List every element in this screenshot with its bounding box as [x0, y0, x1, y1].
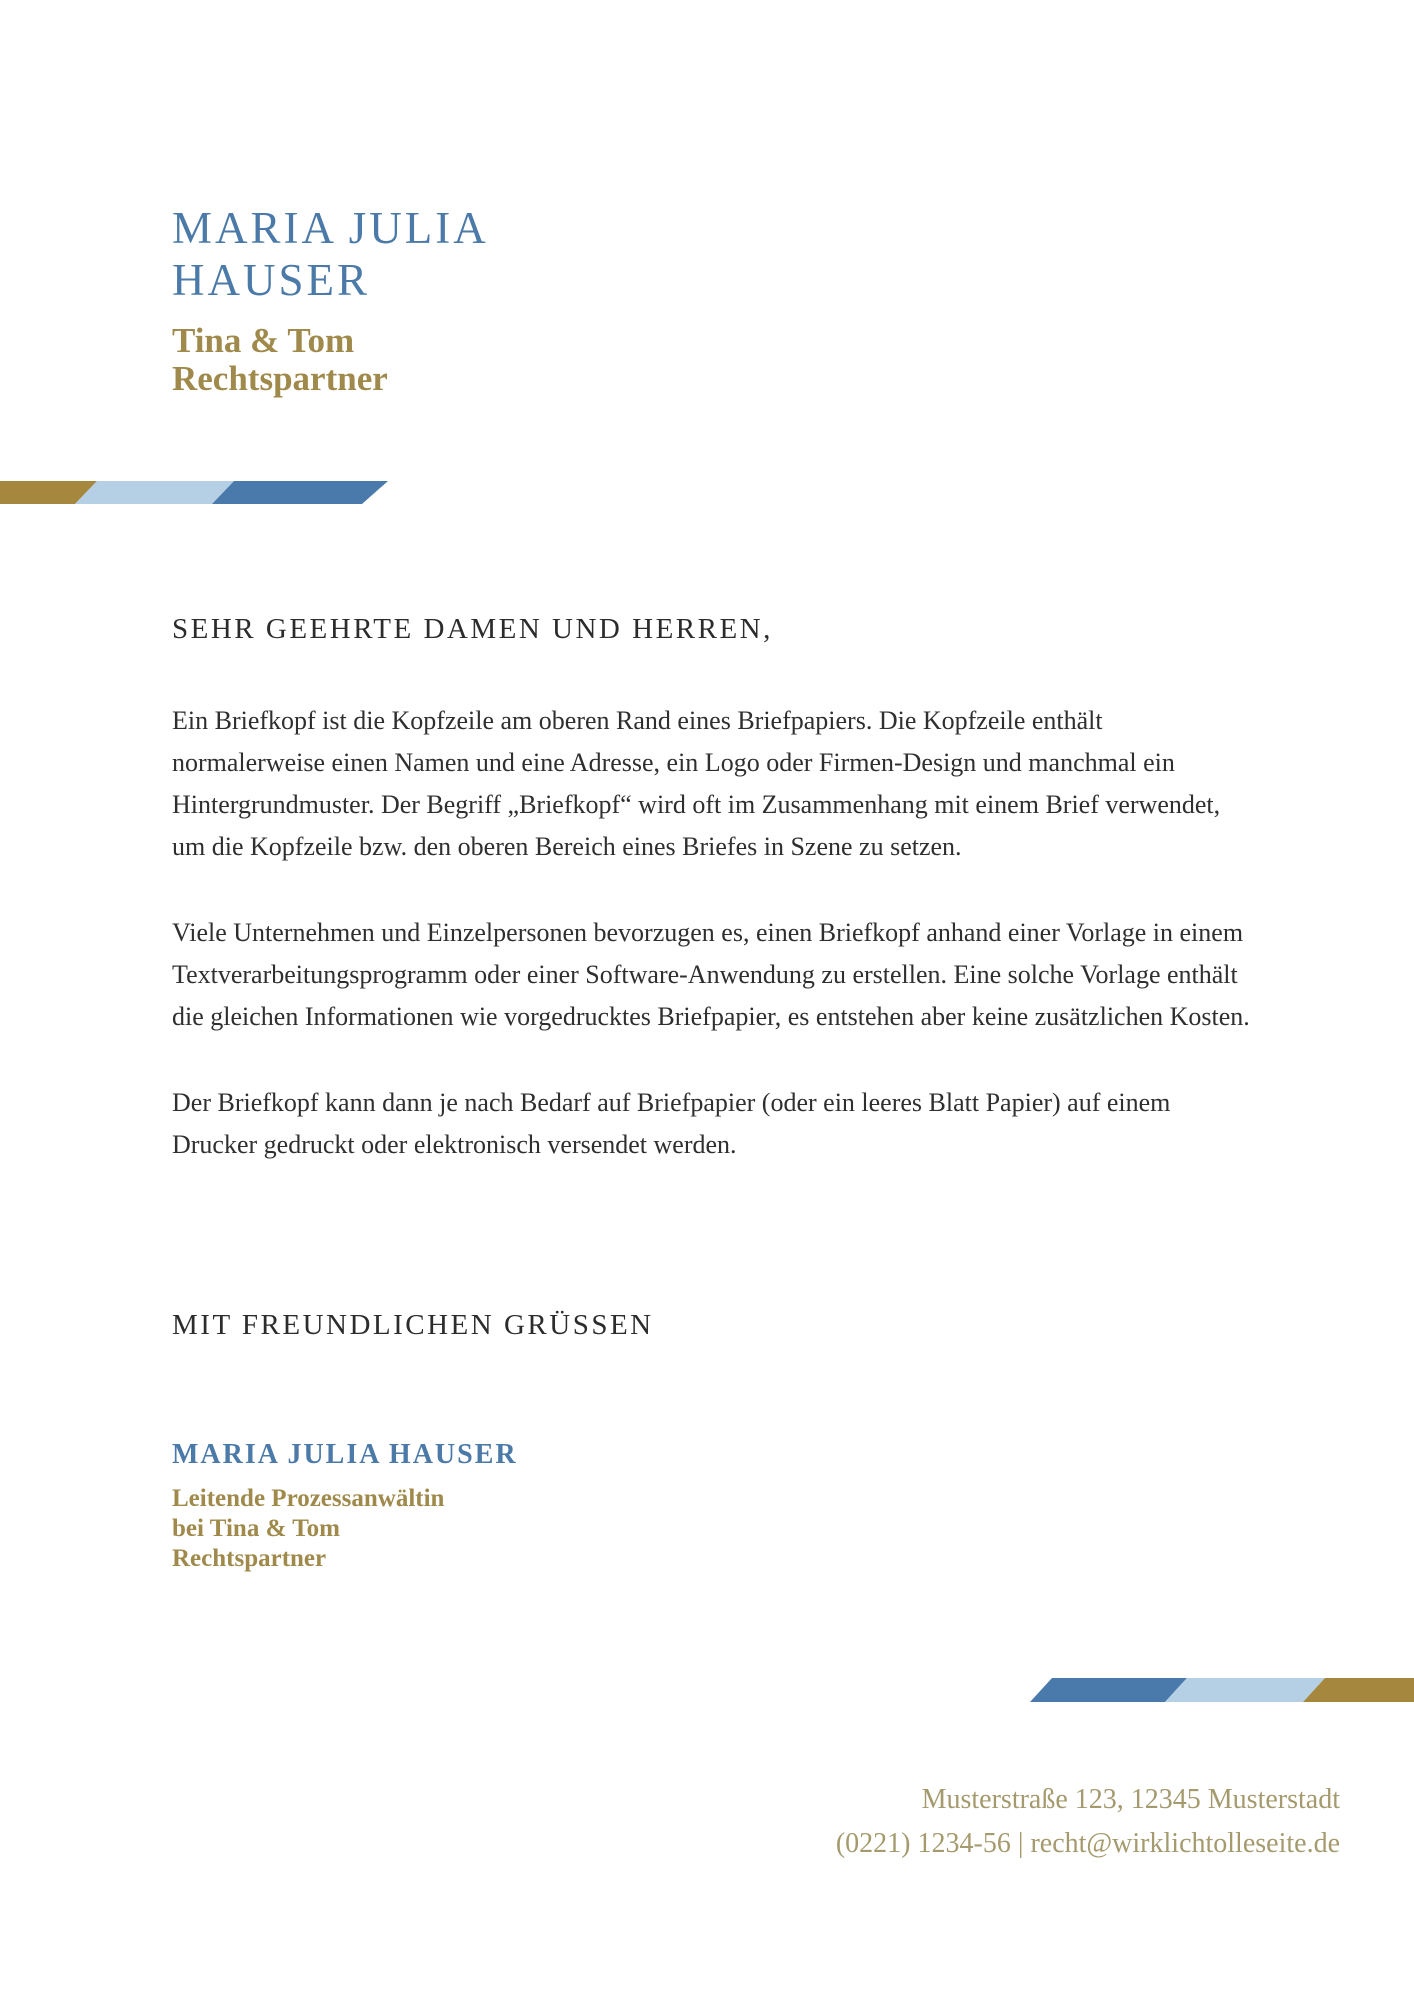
bottom-accent-band — [1014, 1678, 1414, 1702]
top-band-darkblue-stripe — [212, 481, 388, 504]
letterhead-name — [172, 202, 489, 306]
footer-phone: (0221) 1234-56 — [835, 1828, 1011, 1859]
signature-role-line3: Rechtspartner — [172, 1545, 327, 1572]
top-accent-band — [0, 481, 390, 504]
signature-name: MARIA JULIA HAUSER — [172, 1439, 518, 1470]
signature-role-line2: bei Tina & Tom — [172, 1515, 340, 1542]
bottom-band-darkblue-stripe — [1030, 1678, 1187, 1702]
salutation: SEHR GEEHRTE DAMEN UND HERREN, — [172, 613, 773, 645]
bottom-band-lightblue-stripe — [1165, 1678, 1325, 1702]
footer-contact — [836, 1778, 1340, 1866]
footer-separator: | — [1017, 1828, 1024, 1859]
footer-email: recht@wirklichtolleseite.de — [1030, 1828, 1340, 1859]
letterhead-name-line1: MARIA JULIA — [172, 203, 489, 253]
footer-phone-email-line — [836, 1822, 1340, 1866]
firm-name-line1: Tina & Tom — [172, 321, 355, 360]
signature-role — [172, 1484, 444, 1574]
closing-line: MIT FREUNDLICHEN GRÜSSEN — [172, 1309, 654, 1341]
top-band-lightblue-stripe — [75, 481, 234, 504]
firm-name-line2: Rechtspartner — [172, 359, 388, 398]
paragraph-3: Der Briefkopf kann dann je nach Bedarf auf Briefpapier (oder ein leeres Blatt Papier) auf einem Drucker gedruckt oder elektronisch versendet werden. — [172, 1088, 1171, 1159]
letter-body — [172, 700, 1250, 1210]
firm-name — [172, 322, 388, 398]
signature-role-line1: Leitende Prozessanwältin — [172, 1485, 445, 1512]
letterhead-name-line2: HAUSER — [172, 255, 371, 305]
paragraph-2: Viele Unternehmen und Einzelpersonen bevorzugen es, einen Briefkopf anhand einer Vorlage in einem Textverarbeitungsprogramm oder einer Software-Anwendung zu erstellen. Eine solche Vorlage enthält die gleichen Informationen wie vorgedrucktes Briefpapier, es entstehen aber keine zusätzlichen Kosten. — [172, 918, 1250, 1031]
paragraph-1: Ein Briefkopf ist die Kopfzeile am oberen Rand eines Briefpapiers. Die Kopfzeile enthält normalerweise einen Namen und eine Adresse, ein Logo oder Firmen-Design und manchmal ein Hintergrundmuster. Der Begriff „Briefkopf“ wird oft im Zusammenhang mit einem Brief verwendet, um die Kopfzeile bzw. den oberen Bereich eines Briefes in Szene zu setzen. — [172, 706, 1221, 861]
footer-address: Musterstraße 123, 12345 Musterstadt — [921, 1784, 1340, 1815]
